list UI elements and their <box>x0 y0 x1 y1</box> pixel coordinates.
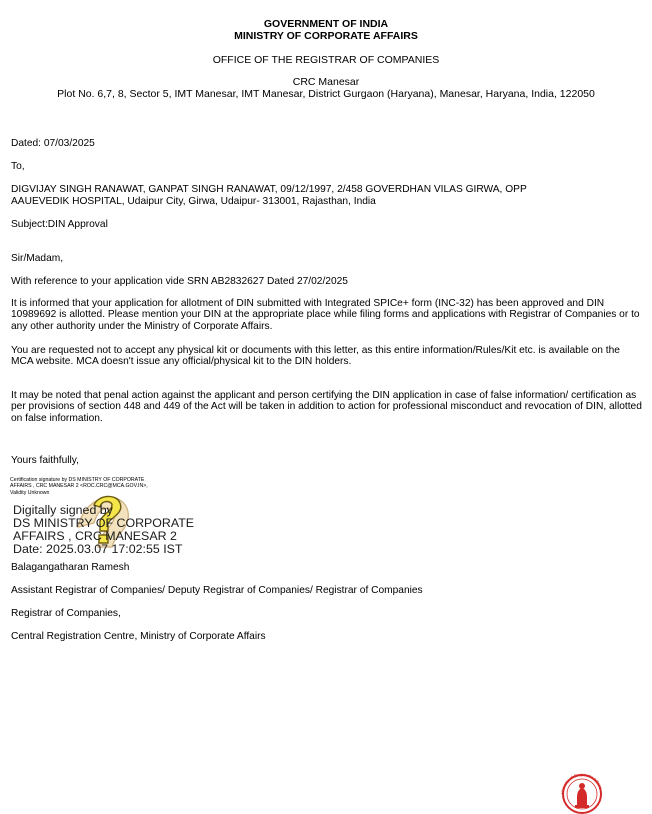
header-office: OFFICE OF THE REGISTRAR OF COMPANIES <box>212 54 440 66</box>
signatory-title: Registrar of Companies, <box>11 608 121 619</box>
signatory-designation: Assistant Registrar of Companies/ Deputy Registrar of Companies/ Registrar of Companies <box>11 585 423 596</box>
digital-signed-date: Date: 2025.03.07 17:02:55 IST <box>13 542 183 556</box>
cert-line-2: AFFAIRS , CRC MANESAR 2 <ROC.CRC@MCA.GOV.IN>, <box>10 483 148 489</box>
digital-signed-line-3: AFFAIRS , CRC MANESAR 2 <box>13 529 177 543</box>
letter-closing: Yours faithfully, <box>11 455 79 466</box>
digital-signed-line-2: DS MINISTRY OF CORPORATE <box>13 516 195 530</box>
letter-subject: Subject:DIN Approval <box>11 219 108 230</box>
government-seal-icon <box>556 770 608 814</box>
header-address: Plot No. 6,7, 8, Sector 5, IMT Manesar, IMT Manesar, District Gurgaon (Haryana), Manesar, Haryana, India, 122050 <box>57 88 595 100</box>
header-government: GOVERNMENT OF INDIA <box>263 18 389 30</box>
digital-signed-line-1: Digitally signed by <box>13 503 113 517</box>
paragraph-penal-action: It may be noted that penal action against the applicant and person certifying the DIN application in case of false information/ certification as per provisions of section 448 and 449 of the Act will be taken in addition to action for professional misconduct and revocation of DIN, allotted on false information. <box>11 390 642 424</box>
paragraph-din-allotted: It is informed that your application for allotment of DIN submitted with Integrated SPICe+ form (INC-32) has been approved and DIN 10989692 is allotted. Please mention your DIN at the appropriate place while filing forms and applications with Registrar of Companies or to any other authority under the Ministry of Corporate Affairs. <box>11 298 640 332</box>
header-crc: CRC Manesar <box>292 76 360 88</box>
svg-text:Ministry of Corporate Affairs: Ministry of Corporate Affairs <box>559 771 604 795</box>
recipient-line-1: DIGVIJAY SINGH RANAWAT, GANPAT SINGH RANAWAT, 09/12/1997, 2/458 GOVERDHAN VILAS GIRWA, OPP <box>11 184 527 195</box>
header-ministry: MINISTRY OF CORPORATE AFFAIRS <box>234 30 418 42</box>
letter-reference: With reference to your application vide SRN AB2832627 Dated 27/02/2025 <box>11 276 348 287</box>
recipient-line-2: AAUEVEDIK HOSPITAL, Udaipur City, Girwa, Udaipur- 313001, Rajasthan, India <box>11 196 376 207</box>
cert-line-1: Certification signature by DS MINISTRY OF CORPORATE <box>10 477 145 483</box>
cert-line-3: Validity Unknown <box>10 490 50 496</box>
letter-date: Dated: 07/03/2025 <box>11 138 95 149</box>
signatory-name: Balagangatharan Ramesh <box>11 562 130 573</box>
letter-salutation: Sir/Madam, <box>11 253 64 264</box>
signatory-office: Central Registration Centre, Ministry of Corporate Affairs <box>11 631 266 642</box>
letter-to: To, <box>11 161 25 172</box>
paragraph-physical-kit: You are requested not to accept any physical kit or documents with this letter, as this entire information/Rules/Kit etc. is available on the MCA website. MCA doesn't issue any official/physical kit to the DIN holders. <box>11 345 620 368</box>
